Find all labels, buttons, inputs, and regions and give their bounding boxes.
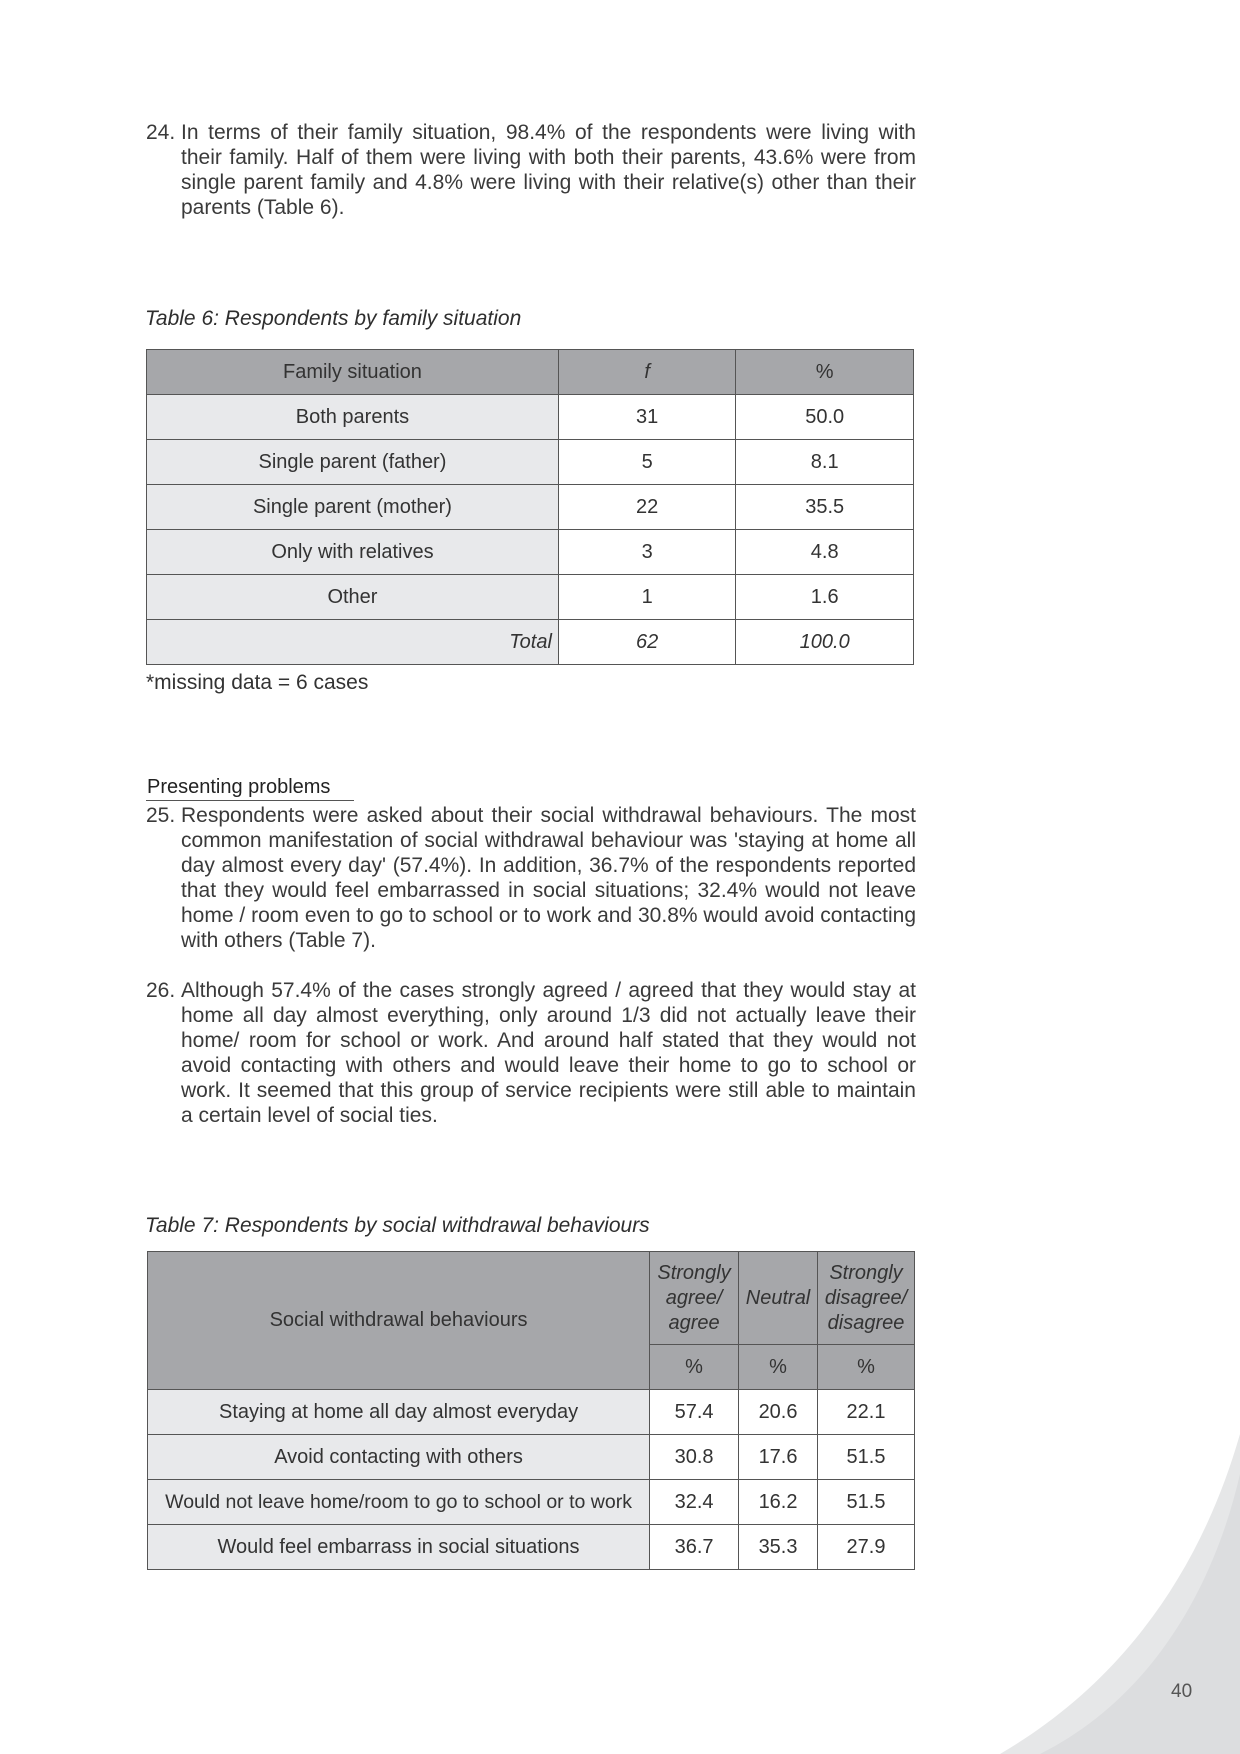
unit-percent: % [739,1345,818,1390]
table-7 [147,1251,915,1570]
row-neutral: 17.6 [739,1435,818,1480]
header-strongly-agree: Strongly agree/ agree [650,1252,739,1345]
paragraph-number: 24. [146,121,176,144]
unit-percent: % [818,1345,915,1390]
row-label: Avoid contacting with others [148,1435,650,1480]
row-frequency: 22 [558,485,735,530]
table-7-caption: Table 7: Respondents by social withdrawal behaviours [145,1214,650,1237]
row-frequency: 1 [558,575,735,620]
table-6 [146,349,914,665]
row-frequency: 3 [558,530,735,575]
row-label: Would feel embarrass in social situations [148,1525,650,1570]
table-header-row [147,350,914,395]
corner-swoosh-decoration [1000,1434,1240,1754]
paragraph-text: In terms of their family situation, 98.4% of the respondents were living with their family. Half of them were living with both their parents, 43.6% were from single parent family and 4.8% were living with their relative(s) other than their parents (Table 6). [181,121,916,219]
row-frequency: 5 [558,440,735,485]
unit-percent: % [650,1345,739,1390]
header-family-situation: Family situation [147,350,559,395]
header-neutral: Neutral [739,1252,818,1345]
table-row [147,440,914,485]
paragraph-text: Respondents were asked about their social withdrawal behaviours. The most common manifestation of social withdrawal behaviour was 'staying at home all day almost every day' (57.4%). In addition, 36.7% of the respondents reported that they would feel embarrassed in social situations; 32.4% would not leave home / room even to go to school or to work and 30.8% would avoid contacting with others (Table 7). [181,804,916,952]
row-label: Only with relatives [147,530,559,575]
row-label: Both parents [147,395,559,440]
row-label: Would not leave home/room to go to school or to work [148,1480,650,1525]
paragraph-26 [146,978,916,1128]
paragraph-25 [146,803,916,953]
table-row [148,1480,915,1525]
row-percent: 1.6 [736,575,914,620]
row-label: Other [147,575,559,620]
total-label: Total [147,620,559,665]
row-percent: 8.1 [736,440,914,485]
table-row [147,485,914,530]
missing-data-note: *missing data = 6 cases [146,671,369,694]
table-row [148,1525,915,1570]
row-label: Single parent (mother) [147,485,559,530]
row-neutral: 16.2 [739,1480,818,1525]
table-row [148,1390,915,1435]
row-neutral: 20.6 [739,1390,818,1435]
row-disagree: 22.1 [818,1390,915,1435]
table-row [147,575,914,620]
table-6-caption: Table 6: Respondents by family situation [145,307,522,330]
header-behaviours: Social withdrawal behaviours [148,1252,650,1390]
row-label: Single parent (father) [147,440,559,485]
table-total-row [147,620,914,665]
total-percent: 100.0 [736,620,914,665]
table-row [147,395,914,440]
row-percent: 4.8 [736,530,914,575]
paragraph-24 [146,120,916,220]
table-row [148,1435,915,1480]
row-label: Staying at home all day almost everyday [148,1390,650,1435]
paragraph-text: Although 57.4% of the cases strongly agreed / agreed that they would stay at home all day almost everything, only around 1/3 did not actually leave their home/ room for school or work. And around half stated that they would not avoid contacting with others and would leave their home to go to school or work. It seemed that this group of service recipients were still able to maintain a certain level of social ties. [181,979,916,1127]
row-disagree: 27.9 [818,1525,915,1570]
heading-underline [146,800,354,801]
row-frequency: 31 [558,395,735,440]
page-number: 40 [1171,1681,1193,1702]
paragraph-number: 26. [146,979,176,1002]
row-agree: 57.4 [650,1390,739,1435]
paragraph-number: 25. [146,804,176,827]
row-disagree: 51.5 [818,1435,915,1480]
table-row [147,530,914,575]
header-frequency: f [558,350,735,395]
table-header-row [148,1252,915,1345]
row-neutral: 35.3 [739,1525,818,1570]
section-heading: Presenting problems [147,776,331,798]
header-strongly-disagree: Strongly disagree/ disagree [818,1252,915,1345]
header-percent: % [736,350,914,395]
row-agree: 30.8 [650,1435,739,1480]
row-agree: 36.7 [650,1525,739,1570]
row-percent: 50.0 [736,395,914,440]
row-disagree: 51.5 [818,1480,915,1525]
total-frequency: 62 [558,620,735,665]
row-agree: 32.4 [650,1480,739,1525]
row-percent: 35.5 [736,485,914,530]
